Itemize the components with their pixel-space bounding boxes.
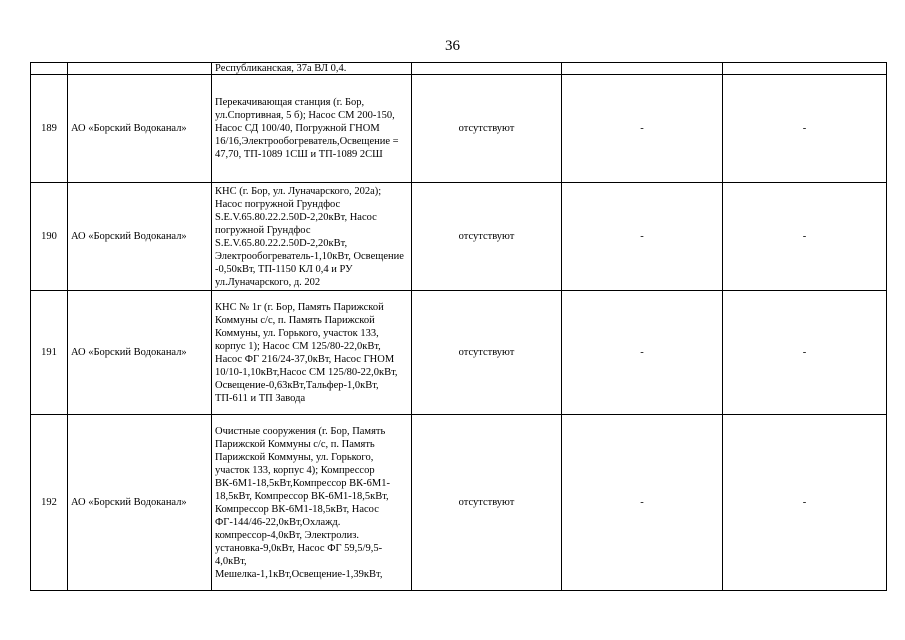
status-text: отсутствуют	[412, 291, 562, 415]
row-number: 190	[31, 183, 68, 291]
organization-name: АО «Борский Водоканал»	[68, 291, 212, 415]
continuation-row	[31, 63, 887, 75]
cell-num	[31, 63, 68, 75]
cell-org	[68, 63, 212, 75]
table-row	[31, 415, 887, 591]
table-row	[31, 291, 887, 415]
col5-value: -	[562, 75, 723, 183]
col6-value: -	[723, 291, 887, 415]
col5-value: -	[562, 415, 723, 591]
object-description: Перекачивающая станция (г. Бор, ул.Спортивная, 5 б); Насос СМ 200-150, Насос СД 100/40, Погружной ГНОМ 16/16,Электрообогреватель,Освещение = 47,70, ТП-1089 1СШ и ТП-1089 2СШ	[212, 75, 412, 183]
object-description: Очистные сооружения (г. Бор, Память Парижской Коммуны с/с, п. Память Парижской Коммуны, ул. Горького, участок 133, корпус 4); Компрессор ВК-6М1-18,5кВт,Компрессор ВК-6М1-18,5кВт, Компрессор ВК-6М1-18,5кВт, Компрессор ВК-6М1-18,5кВт, Насос ФГ-144/46-22,0кВт,Охлажд. компрессор-4,0кВт, Электролиз. установка-9,0кВт, Насос ФГ 59,5/9,5-4,0кВт, Мешелка-1,1кВт,Освещение-1,39кВт,	[212, 415, 412, 591]
row-number: 192	[31, 415, 68, 591]
cell-col6	[723, 63, 887, 75]
col6-value: -	[723, 183, 887, 291]
cell-col5	[562, 63, 723, 75]
object-description: КНС № 1г (г. Бор, Память Парижской Коммуны с/с, п. Память Парижской Коммуны, ул. Горького, участок 133, корпус 1); Насос СМ 125/80-22,0кВт, Насос ФГ 216/24-37,0кВт, Насос ГНОМ 10/10-1,10кВт,Насос СМ 125/80-22,0кВт, Освещение-0,63кВт,Тальфер-1,0кВт, ТП-611 и ТП Завода	[212, 291, 412, 415]
organization-name: АО «Борский Водоканал»	[68, 75, 212, 183]
col6-value: -	[723, 415, 887, 591]
col5-value: -	[562, 183, 723, 291]
object-description: КНС (г. Бор, ул. Луначарского, 202а); Насос погружной Грундфос S.E.V.65.80.22.2.50D-2,20кВт, Насос погружной Грундфос S.E.V.65.80.22.2.50D-2,20кВт, Электрообогреватель-1,10кВт, Освещение -0,50кВт, ТП-1150 КЛ 0,4 и РУ ул.Луначарского, д. 202	[212, 183, 412, 291]
page-number: 36	[445, 38, 460, 54]
row-number: 189	[31, 75, 68, 183]
cell-status	[412, 63, 562, 75]
organization-name: АО «Борский Водоканал»	[68, 183, 212, 291]
row-number: 191	[31, 291, 68, 415]
status-text: отсутствуют	[412, 415, 562, 591]
table-row	[31, 183, 887, 291]
col5-value: -	[562, 291, 723, 415]
register-table	[30, 62, 887, 591]
table-row	[31, 75, 887, 183]
col6-value: -	[723, 75, 887, 183]
cell-object: Республиканская, 37а ВЛ 0,4.	[212, 63, 412, 75]
status-text: отсутствуют	[412, 183, 562, 291]
organization-name: АО «Борский Водоканал»	[68, 415, 212, 591]
status-text: отсутствуют	[412, 75, 562, 183]
